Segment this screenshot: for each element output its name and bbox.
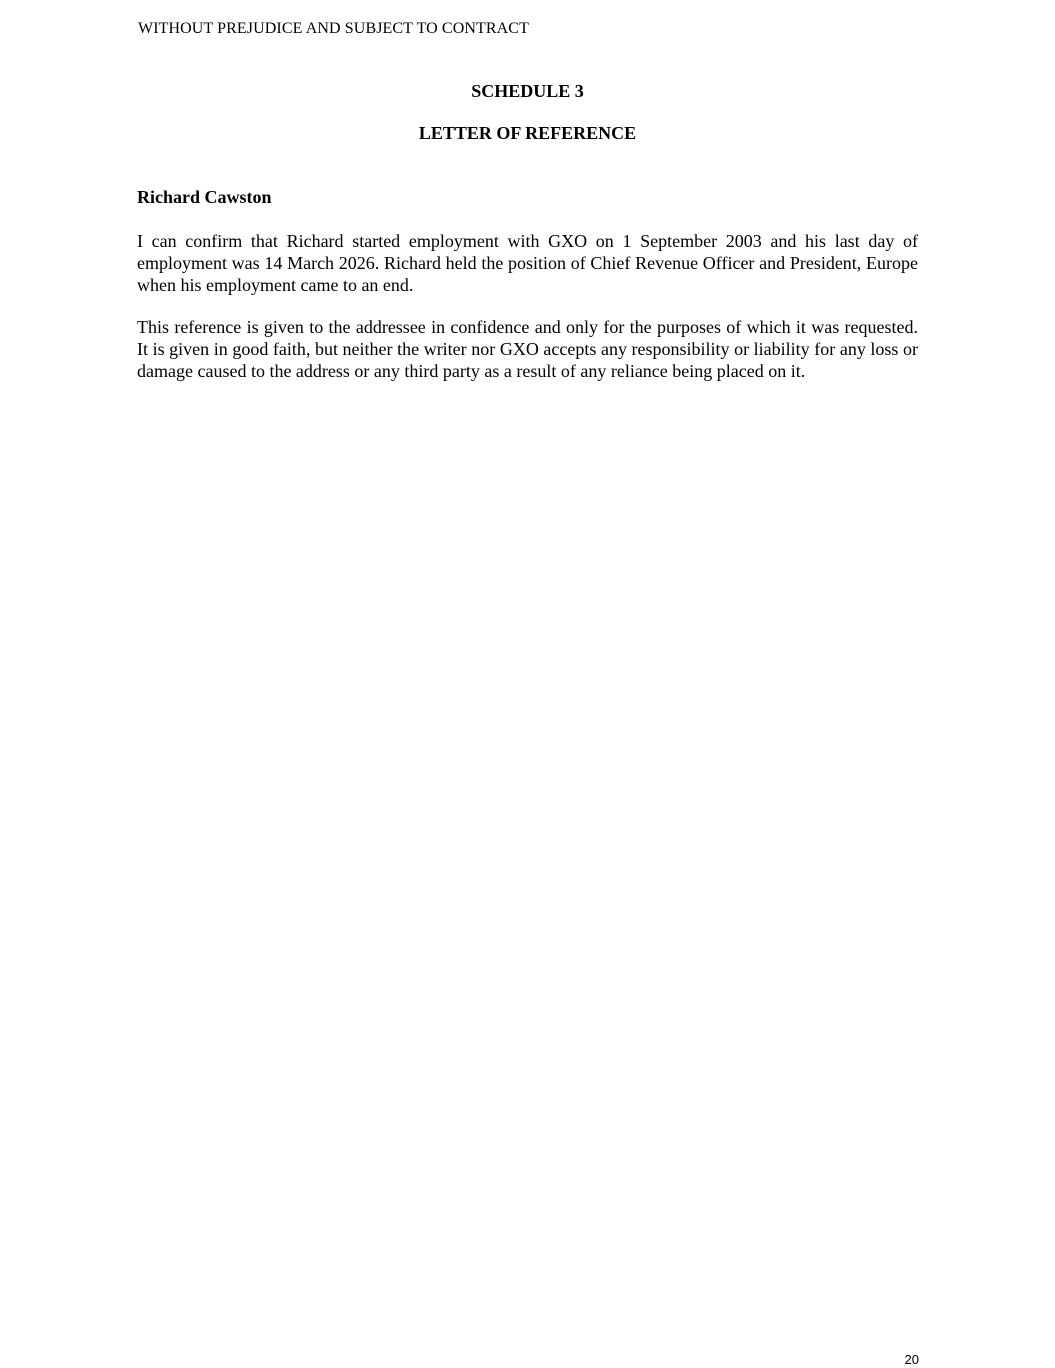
body-paragraph-employment: I can confirm that Richard started employment with GXO on 1 September 2003 and his last day of employment was 14 March 2026. Richard held the position of Chief Revenue Officer and President, Europe when his employment came to an end. <box>137 231 918 295</box>
recipient-name: Richard Cawston <box>137 187 272 207</box>
schedule-title: SCHEDULE 3 <box>471 81 584 101</box>
letter-title: LETTER OF REFERENCE <box>418 123 637 143</box>
body-paragraph-disclaimer: This reference is given to the addressee in confidence and only for the purposes of which it was requested. It is given in good faith, but neither the writer nor GXO accepts any responsibility or liability for any loss or damage caused to the address or any third party as a result of any reliance being placed on it. <box>137 317 918 381</box>
page-number: 20 <box>904 1352 919 1367</box>
header-note: WITHOUT PREJUDICE AND SUBJECT TO CONTRACT <box>138 20 529 37</box>
